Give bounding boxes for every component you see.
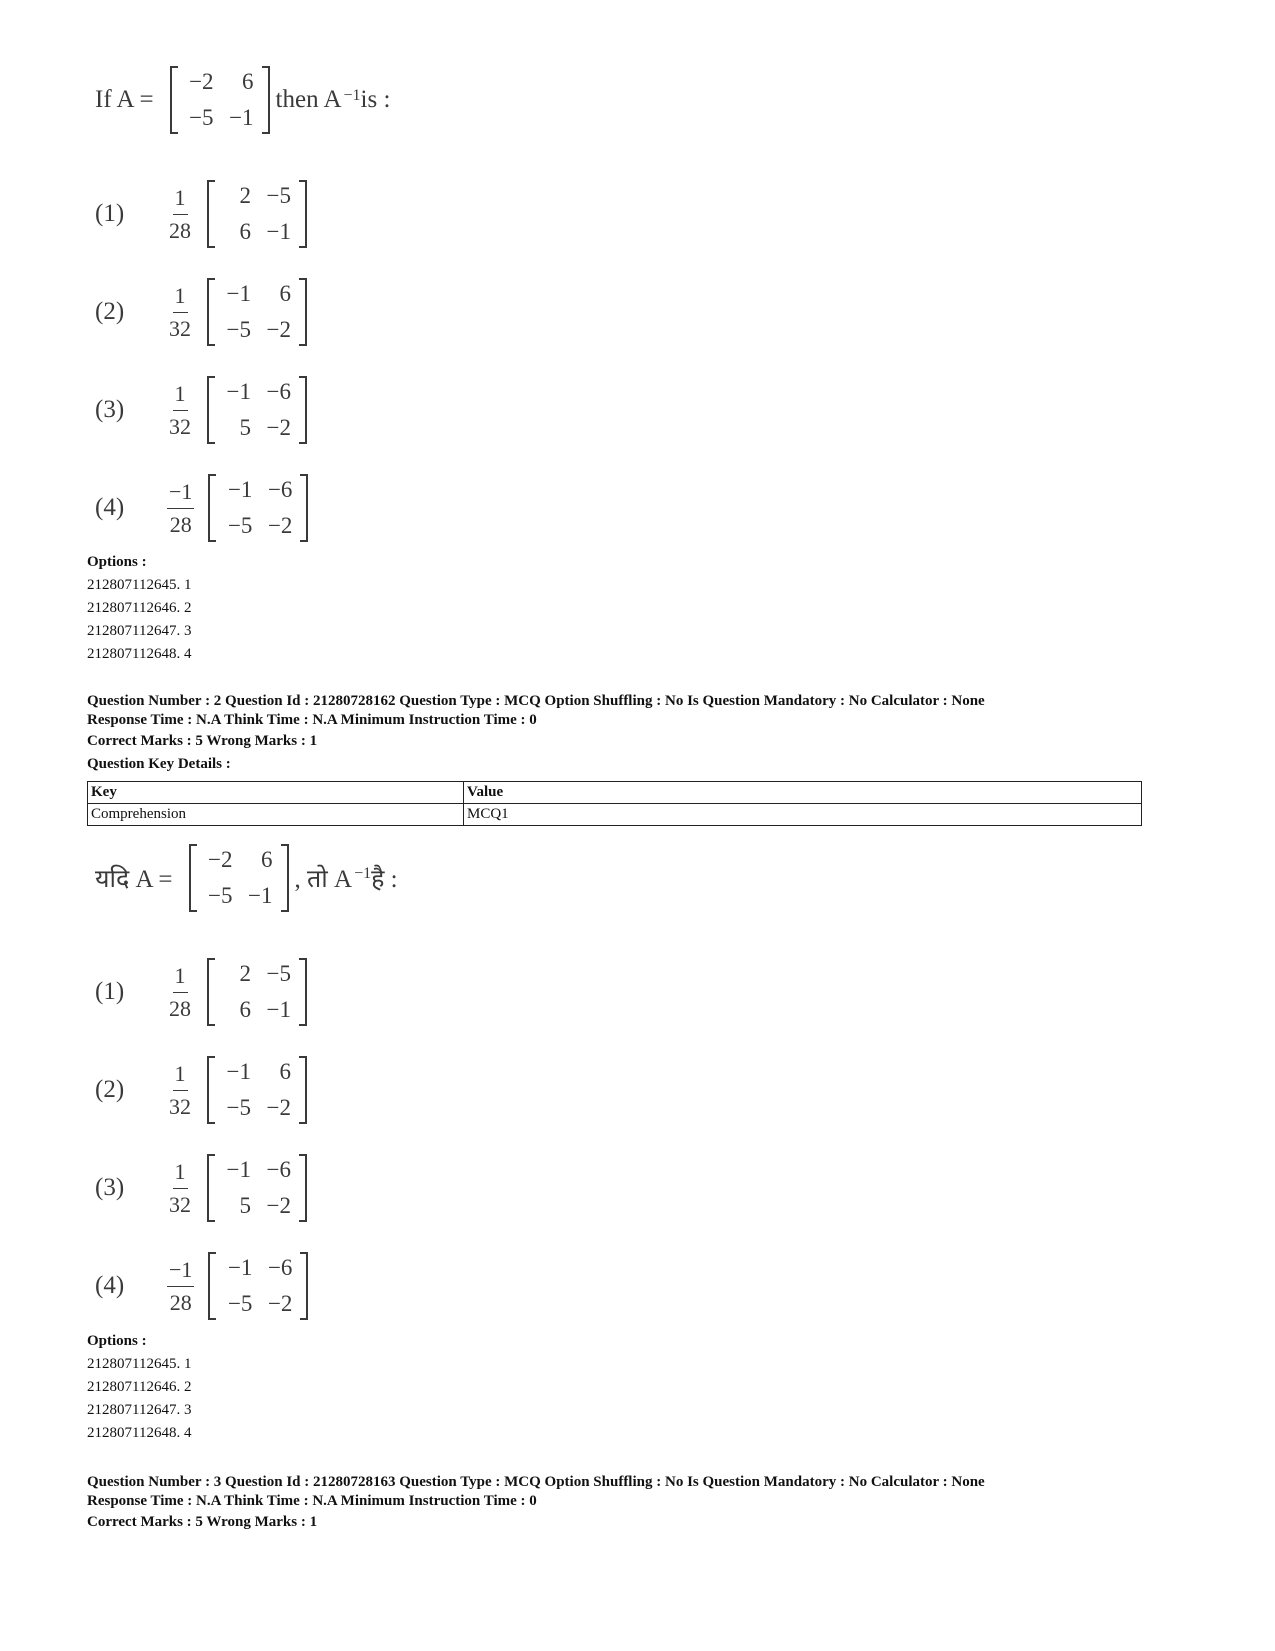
matrix-cell: −1 [227,1255,253,1280]
q1-option-3-frac-num: 1 [173,378,188,411]
q2-meta-line1: Question Number : 2 Question Id : 21280728162 Question Type : MCQ Option Shuffling : No Is Question Mandatory : No Calculator : None [87,693,985,709]
q1-a-12: 6 [242,69,254,94]
q2-option-3-num: (3) [95,1174,125,1201]
q2-option-1-fraction [167,960,193,1025]
q3-meta-line2: Response Time : N.A Think Time : N.A Minimum Instruction Time : 0 [87,1493,537,1509]
matrix-cell: −5 [266,183,291,208]
q1-stem-tail: is : [360,86,391,113]
matrix-cell: −2 [266,317,291,342]
matrix-cell: −1 [226,379,251,404]
matrix-cell: −1 [226,1157,251,1182]
q2-option-1-frac-num: 1 [173,960,188,993]
matrix-cell: −5 [226,1095,251,1120]
q1-option-id-4: 212807112648. 4 [87,646,192,662]
q2-a-22: −1 [248,883,273,908]
matrix-cell: −5 [226,317,251,342]
q2-option-id-4: 212807112648. 4 [87,1425,192,1441]
q2-option-id-3: 212807112647. 3 [87,1402,192,1418]
q1-option-4-matrix [208,472,308,544]
q1-option-3 [95,361,314,459]
matrix-cell: −2 [267,1291,293,1316]
matrix-cell: −1 [266,219,291,244]
q2-option-3-frac-den: 32 [169,1191,191,1217]
q1-option-3-matrix [207,374,307,446]
q1-option-4 [95,459,314,557]
q1-option-1 [95,165,314,263]
matrix-cell: 2 [239,961,251,986]
q1-stem-sup: −1 [343,87,361,104]
matrix-cell: −1 [226,1059,251,1084]
q2-option-1-frac-den: 28 [169,995,191,1021]
q1-option-id-1: 212807112645. 1 [87,577,192,593]
matrix-cell: 6 [279,281,291,306]
q2-stem-tail: है : [371,866,398,893]
matrix-cell: −1 [226,281,251,306]
matrix-cell: −2 [266,1095,291,1120]
value-header: Value [464,782,1142,804]
q1-option-3-num: (3) [95,396,125,423]
q2-option-4-matrix [208,1250,308,1322]
q2-stem-prefix: यदि A = [95,866,173,893]
q1-option-4-num: (4) [95,494,125,521]
matrix-cell: −5 [227,513,253,538]
q1-option-4-frac-den: 28 [169,511,192,537]
q1-option-1-fraction [167,182,193,247]
q1-options-list [87,551,191,666]
value-cell: MCQ1 [464,804,1142,826]
matrix-cell: 6 [279,1059,291,1084]
q1-option-1-frac-num: 1 [173,182,188,215]
q2-option-2-frac-den: 32 [169,1093,191,1119]
q2-a-11: −2 [208,847,233,872]
q1-option-2-num: (2) [95,298,125,325]
matrix-cell: −6 [266,1157,291,1182]
q2-option-4-fraction [167,1254,194,1319]
q2-options-list [87,1330,191,1445]
matrix-cell: −1 [227,477,253,502]
matrix-cell: −5 [266,961,291,986]
q1-option-2 [95,263,314,361]
q1-option-2-matrix [207,276,307,348]
q1-option-id-3: 212807112647. 3 [87,623,192,639]
matrix-cell: −2 [266,1193,291,1218]
q1-stem-prefix: If A = [95,86,154,113]
q2-a-12: 6 [261,847,273,872]
q2-option-4-num: (4) [95,1272,125,1299]
q2-option-4-frac-num: −1 [167,1254,194,1287]
matrix-cell: −1 [266,997,291,1022]
q2-option-1-num: (1) [95,978,125,1005]
q1-option-id-2: 212807112646. 2 [87,600,192,616]
q1-option-3-frac-den: 32 [169,413,191,439]
matrix-cell: −5 [227,1291,253,1316]
matrix-cell: 6 [239,997,251,1022]
matrix-cell: 5 [239,415,251,440]
q1-option-1-num: (1) [95,200,125,227]
matrix-cell: 2 [239,183,251,208]
q1-option-4-fraction [167,476,194,541]
table-row [88,782,1142,804]
q2-marks: Correct Marks : 5 Wrong Marks : 1 [87,733,318,749]
q1-option-1-matrix [207,178,307,250]
matrix-cell: 6 [239,219,251,244]
q1-option-4-frac-num: −1 [167,476,194,509]
q2-option-2-frac-num: 1 [173,1058,188,1091]
table-row [88,804,1142,826]
q2-key-details-label: Question Key Details : [87,756,231,772]
q2-key-table [87,781,1142,826]
q2-meta-line2: Response Time : N.A Think Time : N.A Minimum Instruction Time : 0 [87,712,537,728]
key-cell: Comprehension [88,804,464,826]
q2-stem [95,842,398,914]
q1-option-1-frac-den: 28 [169,217,191,243]
matrix-cell: −2 [267,513,293,538]
matrix-cell: −6 [267,1255,293,1280]
q2-header [87,692,985,776]
q1-stem [95,64,390,136]
q2-option-4-frac-den: 28 [169,1289,192,1315]
q2-key-table-wrap [87,781,1142,826]
q2-option-id-1: 212807112645. 1 [87,1356,192,1372]
q3-marks: Correct Marks : 5 Wrong Marks : 1 [87,1514,318,1530]
q2-option-2 [95,1041,314,1139]
matrix-cell: −6 [267,477,293,502]
q3-header [87,1473,985,1534]
matrix-cell: −2 [266,415,291,440]
q2-options-block [95,943,314,1335]
q1-a-11: −2 [189,69,214,94]
q1-option-2-frac-num: 1 [173,280,188,313]
q2-option-4 [95,1237,314,1335]
q2-options-label: Options : [87,1333,147,1349]
q2-option-3 [95,1139,314,1237]
q2-option-3-matrix [207,1152,307,1224]
q2-option-2-num: (2) [95,1076,125,1103]
q2-option-id-2: 212807112646. 2 [87,1379,192,1395]
matrix-cell: 5 [239,1193,251,1218]
q2-option-1 [95,943,314,1041]
q2-option-2-fraction [167,1058,193,1123]
q2-stem-suffix: , तो A [294,866,353,893]
q1-matrix-a [170,64,270,136]
matrix-cell: −6 [266,379,291,404]
q1-option-3-fraction [167,378,193,443]
q2-matrix-a [189,842,289,914]
q1-stem-suffix: then A [275,86,342,113]
q1-option-2-frac-den: 32 [169,315,191,341]
q2-option-2-matrix [207,1054,307,1126]
q1-a-22: −1 [229,105,254,130]
q1-options-block [95,165,314,557]
q2-stem-sup: −1 [354,865,372,882]
q2-a-21: −5 [208,883,233,908]
q1-options-label: Options : [87,554,147,570]
q2-option-3-fraction [167,1156,193,1221]
q1-option-2-fraction [167,280,193,345]
key-header: Key [88,782,464,804]
q2-option-3-frac-num: 1 [173,1156,188,1189]
q1-a-21: −5 [189,105,214,130]
q3-meta-line1: Question Number : 3 Question Id : 21280728163 Question Type : MCQ Option Shuffling : No Is Question Mandatory : No Calculator : None [87,1474,985,1490]
q2-option-1-matrix [207,956,307,1028]
